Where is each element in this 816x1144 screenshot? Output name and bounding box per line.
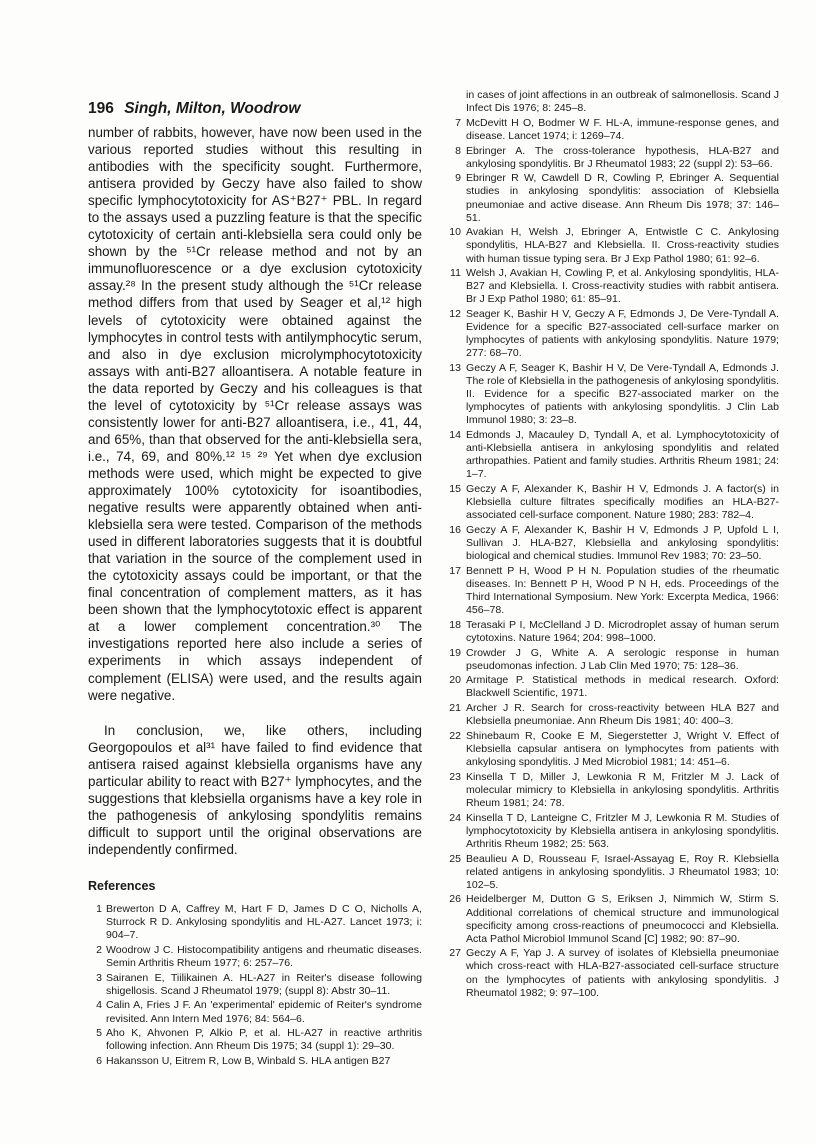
reference-number: 17 [449, 564, 461, 577]
reference-text: Edmonds J, Macauley D, Tyndall A, et al. Lymphocytotoxicity of anti-Klebsiella antisera in ankylosing spondylitis and related arthropathies. Patient and family studies. Arthritis Rheum 1981; 24: 1–7. [466, 429, 779, 481]
reference-text: Bennett P H, Wood P H N. Population studies of the rheumatic diseases. In: Bennett P H, Wood P N H, eds. Proceedings of the Third International Symposium. New York: Excerpta Medica, 1966: 456–78. [466, 564, 779, 617]
reference-item [447, 947, 779, 999]
reference-item [88, 903, 422, 942]
reference-number: 22 [449, 729, 461, 742]
reference-number: 15 [449, 483, 461, 496]
page-number: 196 [88, 100, 114, 117]
reference-item [447, 483, 779, 522]
reference-item [447, 117, 779, 143]
references-list-right [447, 89, 779, 1001]
reference-item [447, 702, 779, 728]
reference-item [88, 972, 422, 998]
reference-item [447, 267, 779, 306]
reference-continuation: in cases of joint affections in an outbreak of salmonellosis. Scand J Infect Dis 1976; 8: 245–8. [466, 89, 779, 115]
reference-number: 11 [450, 267, 461, 280]
reference-text: Calin A, Fries J F. An 'experimental' epidemic of Reiter's syndrome revisited. Ann Intern Med 1976; 84: 564–6. [106, 999, 422, 1025]
reference-text: Geczy A F, Alexander K, Bashir H V, Edmonds J. A factor(s) in Klebsiella culture filtrates specifically modifies an HLA-B27-associated cell-surface component. Nature 1980; 283: 782–4. [466, 483, 779, 522]
reference-text: Seager K, Bashir H V, Geczy A F, Edmonds J, De Vere-Tyndall A. Evidence for a specific B27-associated cell-surface marker on lymphocytes of patients with ankylosing spondylitis. Nature 1979; 277: 68–70. [466, 308, 779, 360]
reference-number: 26 [449, 893, 461, 906]
reference-item [447, 172, 779, 224]
reference-number: 4 [96, 999, 102, 1012]
reference-text: Ebringer A. The cross-tolerance hypothesis, HLA-B27 and ankylosing spondylitis. Br J Rheumatol 1983; 22 (suppl 2): 53–66. [466, 144, 779, 170]
running-header [88, 100, 300, 118]
reference-item [447, 812, 779, 851]
reference-text: Geczy A F, Alexander K, Bashir H V, Edmonds J P, Upfold L I, Sullivan J. HLA-B27, Klebsiella and ankylosing spondylitis: biological and chemical studies. Immunol Rev 1983; 70: 23–50. [466, 523, 779, 563]
reference-item [447, 226, 779, 265]
reference-text: Heidelberger M, Dutton G S, Eriksen J, Nimmich W, Stirm S. Additional correlations of chemical structure and immunological specificity among cross-reactions of pneumococci and Klebsiella. Acta Pathol Microbiol Immunol Scand [C] 1982; 90: 87–90. [466, 893, 779, 945]
reference-text: McDevitt H O, Bodmer W F. HL-A, immune-response genes, and disease. Lancet 1974; i: 1269–74. [466, 116, 779, 142]
reference-text: Kinsella T D, Lanteigne C, Fritzler M J, Lewkonia R M. Studies of lymphocytotoxicity by Klebsiella antisera in ankylosing spondylitis. Arthritis Rheum 1982; 25: 563. [466, 811, 779, 850]
running-authors: Singh, Milton, Woodrow [124, 100, 301, 117]
reference-number: 8 [455, 144, 461, 157]
reference-number: 23 [449, 770, 461, 783]
reference-item [447, 362, 779, 427]
reference-number: 18 [449, 618, 461, 631]
references-heading: References [88, 879, 156, 893]
reference-item [447, 771, 779, 810]
reference-number: 9 [455, 172, 461, 185]
conclusion-paragraph: In conclusion, we, like others, including Georgopoulos et al³¹ have failed to find evidence that antisera raised against klebsiella organisms have any particular ability to react with B27⁺ lymphocytes, and the suggestions that klebsiella organisms have a key role in the pathogenesis of ankylosing spondylitis remains difficult to support until the original observations are independently confirmed. [88, 722, 422, 857]
reference-number: 16 [449, 523, 461, 536]
reference-item [447, 619, 779, 645]
reference-item [447, 853, 779, 892]
reference-number: 6 [96, 1055, 102, 1067]
reference-text: Shinebaum R, Cooke E M, Siegerstetter J, Wright V. Effect of Klebsiella capsular antisera on lymphocytes from patients with ankylosing spondylitis. J Med Microbiol 1981; 14: 451–6. [466, 729, 779, 769]
reference-number: 2 [96, 943, 102, 956]
reference-number: 25 [449, 852, 461, 865]
reference-text: Woodrow J C. Histocompatibility antigens and rheumatic diseases. Semin Arthritis Rheum 1977; 6: 257–76. [106, 943, 422, 969]
reference-item [447, 565, 779, 617]
reference-text: Hakansson U, Eitrem R, Low B, Winbald S. HLA antigen B27 [106, 1055, 391, 1067]
reference-text: Geczy A F, Yap J. A survey of isolates of Klebsiella pneumoniae which cross-react with HLA-B27-associated cell-surface structure on the lymphocytes of patients with ankylosing spondylitis. J Rheumatol 1982; 9: 97–100. [466, 947, 779, 999]
reference-number: 10 [449, 226, 461, 239]
reference-text: Kinsella T D, Miller J, Lewkonia R M, Fritzler M J. Lack of molecular mimicry to Klebsiella in ankylosing spondylitis. Arthritis Rheum 1981; 24: 78. [466, 770, 779, 809]
reference-text: Brewerton D A, Caffrey M, Hart F D, James D C O, Nicholls A, Sturrock R D. Ankylosing spondylitis and HL-A27. Lancet 1973; i: 904–7. [106, 903, 422, 942]
reference-item [88, 1027, 422, 1053]
reference-item [447, 674, 779, 700]
reference-item [447, 730, 779, 769]
references-list-left [88, 903, 422, 1070]
reference-text: Armitage P. Statistical methods in medical research. Oxford: Blackwell Scientific, 1971. [466, 674, 779, 700]
reference-number: 19 [449, 646, 461, 659]
reference-text: Geczy A F, Seager K, Bashir H V, De Vere-Tyndall A, Edmonds J. The role of Klebsiella in the pathogenesis of ankylosing spondylitis. II. Evidence for a specific B27-associated marker on the lymphocytes of patients with ankylosing spondylitis. J Clin Lab Immunol 1980; 3: 23–8. [466, 362, 779, 427]
reference-item [447, 524, 779, 563]
reference-number: 12 [449, 308, 461, 321]
reference-number: 3 [96, 971, 102, 984]
reference-number: 14 [449, 429, 461, 442]
reference-text: Aho K, Ahvonen P, Alkio P, et al. HL-A27 in reactive arthritis following infection. Ann Rheum Dis 1975; 34 (suppl 1): 29–30. [106, 1027, 422, 1053]
reference-text: Sairanen E, Tiilikainen A. HL-A27 in Reiter's disease following shigellosis. Scand J Rheumatol 1979; (suppl 8): Abstr 30–11. [106, 971, 422, 997]
reference-number: 5 [96, 1027, 102, 1040]
reference-number: 20 [449, 674, 461, 687]
body-paragraph: number of rabbits, however, have now been used in the various reported studies without this resulting in antibodies with the specificity sought. Furthermore, antisera provided by Geczy have also failed to show specific lymphocytotoxicity for AS⁺B27⁺ PBL. In regard to the assays used a puzzling feature is that the specific cytotoxicity of certain anti-klebsiella sera could only be shown by the ⁵¹Cr release method and not by an immunofluorescence or a dye exclusion cytotoxicity assay.²⁸ In the present study although the ⁵¹Cr release method differs from that used by Seager et al,¹² high levels of cytotoxicity were obtained against the lymphocytes in control tests with antilymphocytic serum, and also in dye exclusion microlymphocytotoxicity assays with anti-B27 alloantisera. A notable feature in the data reported by Geczy and his colleagues is that the level of cytotoxicity by ⁵¹Cr release assays was consistently lower for anti-B27 alloantisera, i.e., 41, 44, and 65%, than that observed for the anti-klebsiella sera, i.e., 74, 69, and 80%.¹² ¹⁵ ²⁹ Yet when dye exclusion methods were used, which might be expected to give approximately 100% cytotoxicity for isoantibodies, negative results were apparently obtained when anti-klebsiella sera were tested. Comparison of the methods used in different laboratories suggests that it is doubtful that variation in the source of the complement used in the cytotoxicity assays could be important, or that the final concentration of complement matters, as it has been shown that the lymphocytotoxic effect is apparent at a lower complement concentration.³⁰ The investigations reported here also include a series of experiments in which assays independent of complement (ELISA) were used, and the results again were negative. [88, 125, 422, 703]
reference-item [447, 647, 779, 673]
reference-text: Terasaki P I, McClelland J D. Microdroplet assay of human serum cytotoxins. Nature 1964; 204: 998–1000. [466, 618, 779, 644]
reference-item [447, 145, 779, 171]
reference-item [447, 308, 779, 360]
reference-item [88, 1055, 422, 1068]
reference-text: Crowder J G, White A. A serologic response in human pseudomonas infection. J Lab Clin Med 1970; 75: 128–36. [466, 646, 779, 672]
reference-item [447, 893, 779, 945]
reference-item [447, 429, 779, 481]
reference-number: 24 [449, 811, 461, 824]
reference-text: Welsh J, Avakian H, Cowling P, et al. Ankylosing spondylitis, HLA-B27 and Klebsiella. I. Cross-reactivity studies with rabbit antisera. Br J Exp Pathol 1980; 61: 85–91. [466, 267, 779, 306]
reference-number: 13 [449, 362, 461, 375]
reference-text: Ebringer R W, Cawdell D R, Cowling P, Ebringer A. Sequential studies in ankylosing spondylitis: association of Klebsiella pneumoniae and active disease. Ann Rheum Dis 1978; 37: 146–51. [466, 172, 779, 224]
reference-item [88, 999, 422, 1025]
body-text-column [88, 124, 422, 858]
reference-number: 27 [449, 947, 461, 960]
reference-item [88, 944, 422, 970]
reference-number: 21 [449, 702, 461, 715]
reference-text: Archer J R. Search for cross-reactivity between HLA B27 and Klebsiella pneumoniae. Ann Rheum Dis 1981; 40: 400–3. [466, 702, 779, 728]
reference-number: 7 [455, 116, 461, 129]
reference-number: 1 [96, 903, 102, 915]
reference-text: Avakian H, Welsh J, Ebringer A, Entwistle C C. Ankylosing spondylitis, HLA-B27 and Klebsiella. II. Cross-reactivity studies with human tissue typing sera. Br J Exp Pathol 1980; 61: 92–6. [466, 226, 779, 265]
reference-text: Beaulieu A D, Rousseau F, Israel-Assayag E, Roy R. Klebsiella related antigens in ankylosing spondylitis. J Rheumatol 1983; 10: 102–5. [466, 852, 779, 891]
